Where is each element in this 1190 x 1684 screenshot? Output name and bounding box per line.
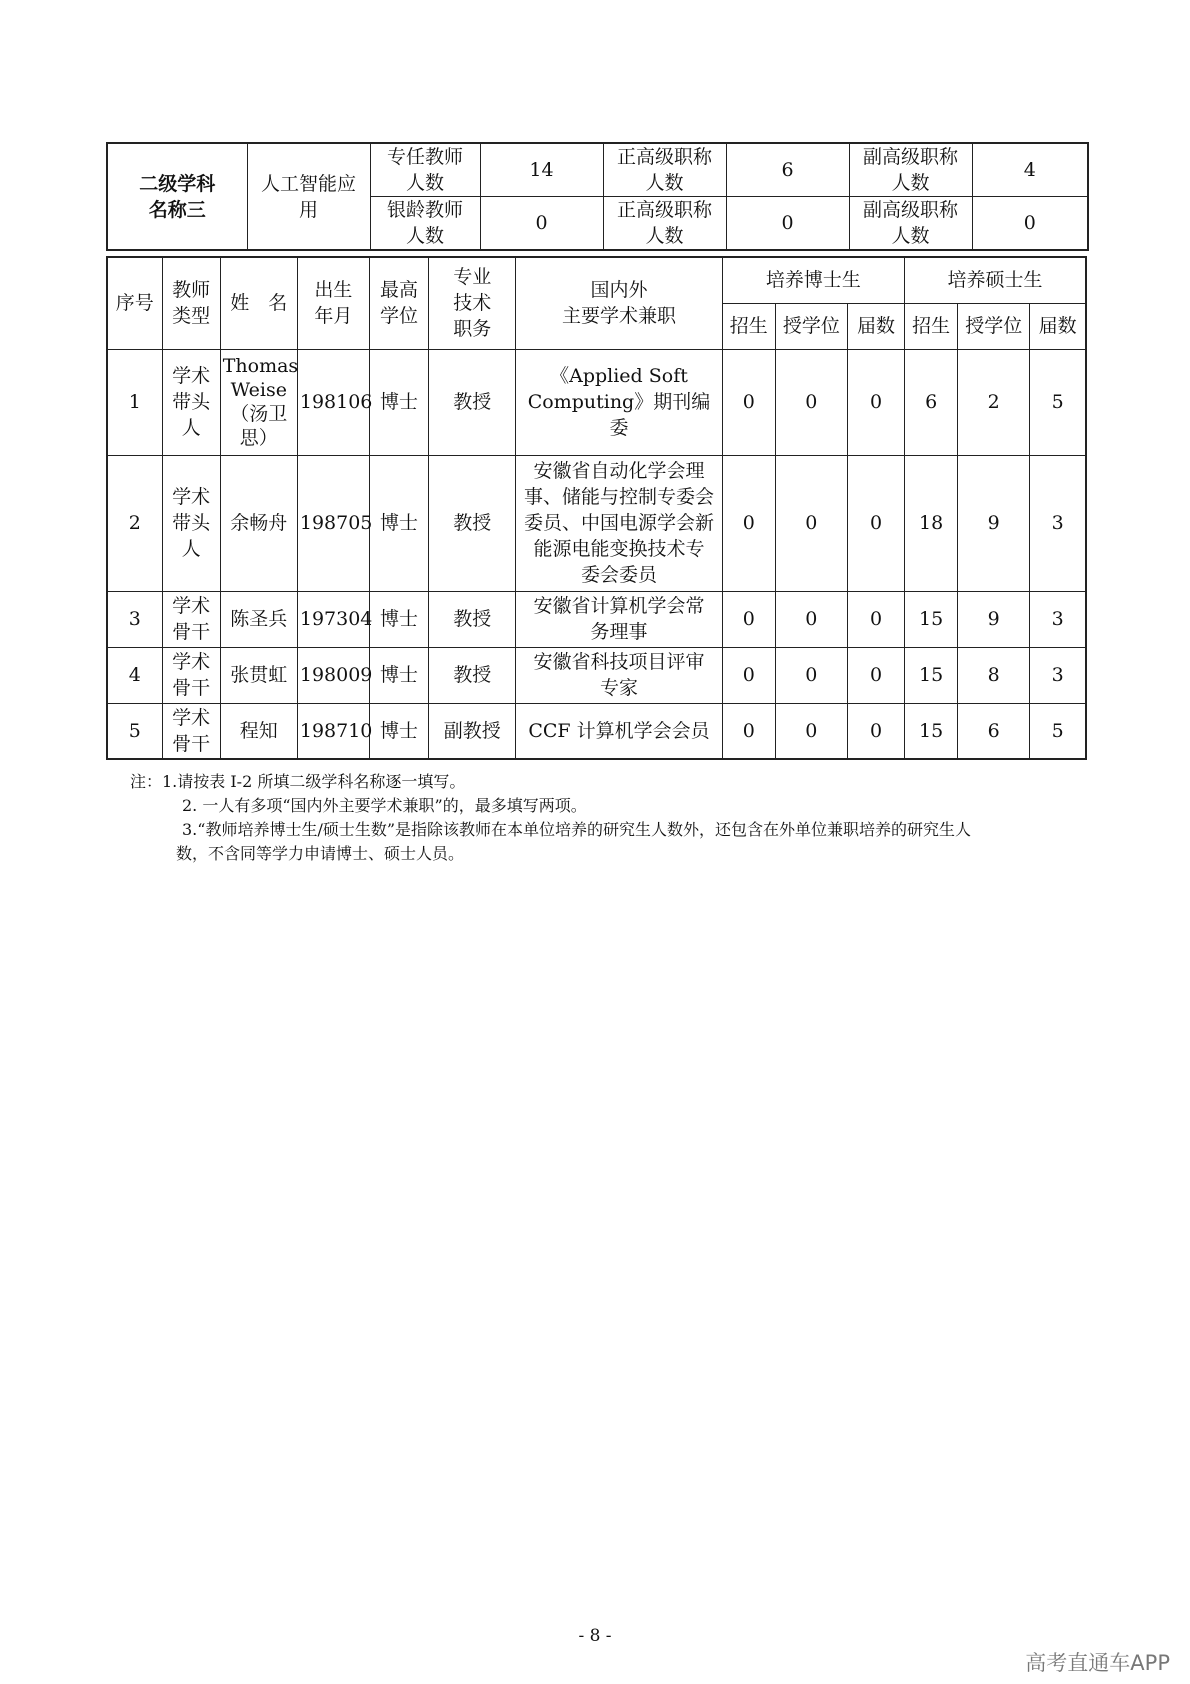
row-master-enroll: 15 [905,703,958,759]
row-phd-awarded: 0 [775,349,847,455]
row-master-cohorts: 5 [1030,703,1086,759]
row-name: 程知 [220,703,297,759]
row-birth: 198106 [297,349,369,455]
row-phd-cohorts: 0 [847,703,904,759]
vice-senior-title-count: 4 [972,143,1088,197]
row-phd-awarded: 0 [775,455,847,591]
row-phd-cohorts: 0 [847,591,904,647]
row-type: 学术 带头 人 [162,455,220,591]
column-header-master-enroll: 招生 [905,303,958,349]
table-notes [130,770,1090,866]
row-roles: CCF 计算机学会会员 [516,703,722,759]
row-phd-awarded: 0 [775,591,847,647]
discipline-name: 人工智能应 用 [247,143,370,250]
row-birth: 198705 [297,455,369,591]
row-phd-enroll: 0 [722,349,775,455]
row-name: 余畅舟 [220,455,297,591]
row-name: 陈圣兵 [220,591,297,647]
row-index: 1 [107,349,162,455]
discipline-label: 二级学科 名称三 [107,143,247,250]
row-index: 4 [107,647,162,703]
row-phd-cohorts: 0 [847,349,904,455]
row-degree: 博士 [370,349,429,455]
row-degree: 博士 [370,647,429,703]
row-birth: 198710 [297,703,369,759]
row-master-enroll: 15 [905,647,958,703]
row-master-awarded: 9 [958,455,1030,591]
note-2: 2. 一人有多项“国内外主要学术兼职”的，最多填写两项。 [182,796,587,815]
silver-vice-senior-title-count: 0 [972,197,1088,251]
column-header-name: 姓 名 [220,257,297,349]
row-title: 教授 [429,455,516,591]
column-header-master-awarded: 授学位 [958,303,1030,349]
table-row [107,455,1086,591]
table-row [107,703,1086,759]
table-row [107,349,1086,455]
row-birth: 197304 [297,591,369,647]
row-type: 学术 骨干 [162,703,220,759]
note-3: 3.“教师培养博士生/硕士生数”是指除该教师在本单位培养的研究生人数外，还包含在外单位兼职培养的研究生人 [182,820,972,839]
column-header-degree: 最高 学位 [370,257,429,349]
column-header-type: 教师 类型 [162,257,220,349]
row-master-cohorts: 3 [1030,455,1086,591]
row-phd-enroll: 0 [722,703,775,759]
row-master-cohorts: 5 [1030,349,1086,455]
column-header-index: 序号 [107,257,162,349]
table-row [107,591,1086,647]
row-name: 张贯虹 [220,647,297,703]
discipline-summary-table [106,142,1089,251]
silver-senior-title-count: 0 [726,197,849,251]
row-phd-enroll: 0 [722,455,775,591]
column-header-master-cohorts: 届数 [1030,303,1086,349]
row-index: 5 [107,703,162,759]
row-phd-awarded: 0 [775,703,847,759]
silver-teacher-label: 银龄教师 人数 [370,197,480,251]
silver-senior-title-label: 正高级职称 人数 [603,197,726,251]
row-master-enroll: 18 [905,455,958,591]
row-master-awarded: 6 [958,703,1030,759]
row-type: 学术 骨干 [162,591,220,647]
page-number: - 8 - [578,1626,612,1646]
silver-teacher-count: 0 [480,197,603,251]
row-index: 3 [107,591,162,647]
row-roles: 安徽省自动化学会理 事、储能与控制专委会 委员、中国电源学会新 能源电能变换技术专 委会委员 [516,455,722,591]
row-birth: 198009 [297,647,369,703]
senior-title-count: 6 [726,143,849,197]
row-title: 教授 [429,591,516,647]
fulltime-teacher-count: 14 [480,143,603,197]
row-phd-enroll: 0 [722,647,775,703]
row-type: 学术 骨干 [162,647,220,703]
row-type: 学术 带头 人 [162,349,220,455]
column-header-title: 专业 技术 职务 [429,257,516,349]
note-3-continued: 数，不含同等学力申请博士、硕士人员。 [176,844,465,863]
row-title: 教授 [429,349,516,455]
vice-senior-title-label: 副高级职称 人数 [849,143,972,197]
table-row [107,647,1086,703]
column-group-phd: 培养博士生 [722,257,904,303]
column-header-birth: 出生 年月 [297,257,369,349]
row-phd-enroll: 0 [722,591,775,647]
row-master-awarded: 9 [958,591,1030,647]
row-phd-awarded: 0 [775,647,847,703]
row-degree: 博士 [370,591,429,647]
row-master-cohorts: 3 [1030,647,1086,703]
row-phd-cohorts: 0 [847,455,904,591]
column-header-roles: 国内外 主要学术兼职 [516,257,722,349]
fulltime-teacher-label: 专任教师 人数 [370,143,480,197]
row-roles: 安徽省科技项目评审 专家 [516,647,722,703]
column-group-master: 培养硕士生 [905,257,1086,303]
note-1: 注：1.请按表 I-2 所填二级学科名称逐一填写。 [130,772,466,791]
row-phd-cohorts: 0 [847,647,904,703]
row-index: 2 [107,455,162,591]
silver-vice-senior-title-label: 副高级职称 人数 [849,197,972,251]
row-degree: 博士 [370,703,429,759]
row-name: Thomas Weise （汤卫 思） [220,349,297,455]
row-title: 副教授 [429,703,516,759]
row-roles: 《Applied Soft Computing》期刊编委 [516,349,722,455]
row-master-enroll: 15 [905,591,958,647]
column-header-phd-awarded: 授学位 [775,303,847,349]
row-degree: 博士 [370,455,429,591]
teacher-table [106,256,1087,760]
column-header-phd-cohorts: 届数 [847,303,904,349]
row-master-awarded: 2 [958,349,1030,455]
row-master-cohorts: 3 [1030,591,1086,647]
senior-title-label: 正高级职称 人数 [603,143,726,197]
row-roles: 安徽省计算机学会常 务理事 [516,591,722,647]
row-master-enroll: 6 [905,349,958,455]
row-title: 教授 [429,647,516,703]
column-header-phd-enroll: 招生 [722,303,775,349]
watermark: 高考直通车APP [1025,1651,1170,1675]
row-master-awarded: 8 [958,647,1030,703]
